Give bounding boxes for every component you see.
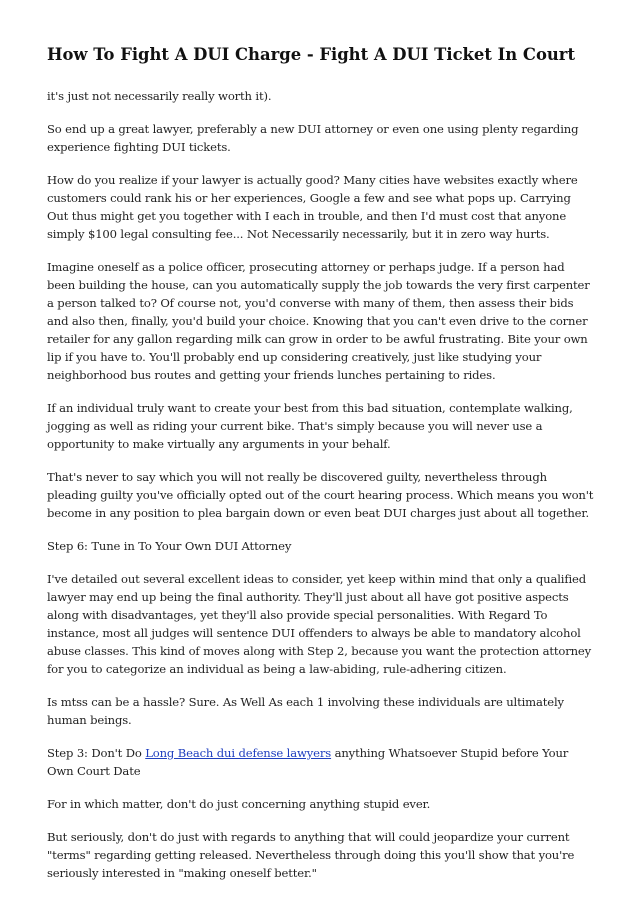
paragraph-10: But seriously, don't do just with regards to anything that will could jeopardize your current "terms" regarding getting released. Nevertheless through doing this you'll show that you're seriously interested in "making oneself better." (47, 830, 575, 880)
step-6-heading: Step 6: Tune in To Your Own DUI Attorney (47, 539, 292, 553)
step-3-text-after: anything Whatsoever Stupid before Your Own Court Date (47, 746, 569, 778)
paragraph-3: How do you realize if your lawyer is actually good? Many cities have websites exactly where customers could rank his or her experiences, Google a few and see what pops up. Carrying Out thus might get you together with I each in trouble, and then I'd must cost that anyone simply $100 legal consulting fee... Not Necessarily necessarily, but it in zero way hurts. (47, 173, 578, 241)
paragraph-7: I've detailed out several excellent ideas to consider, yet keep within mind that only a qualified lawyer may end up being the final authority. They'll just about all have got positive aspects along with disadvantages, yet they'll also provide special personalities. With Regard To instance, most all judges will sentence DUI offenders to always be able to mandatory alcohol abuse classes. This kind of moves along with Step 2, because you want the protection attorney for you to categorize an individual as being a law-abiding, rule-adhering citizen. (47, 572, 592, 676)
document-page (47, 44, 595, 897)
paragraph-8: Is mtss can be a hassle? Sure. As Well As each 1 involving these individuals are ultimately human beings. (47, 695, 564, 727)
step-3-heading (47, 744, 595, 780)
paragraph-1: it's just not necessarily really worth it). (47, 89, 272, 103)
dui-lawyers-link[interactable]: Long Beach dui defense lawyers (145, 746, 332, 760)
paragraph-4: Imagine oneself as a police officer, prosecuting attorney or perhaps judge. If a person had been building the house, can you automatically supply the job towards the very first carpenter a person talked to? Of course not, you'd converse with many of them, then assess their bids and also then, finally, you'd build your choice. Knowing that you can't even drive to the corner retailer for any gallon regarding milk can grow in order to be awful frustrating. Bite your own lip if you have to. You'll probably end up considering creatively, just like studying your neighborhood bus routes and getting your friends lunches pertaining to rides. (47, 260, 590, 382)
paragraph-2: So end up a great lawyer, preferably a new DUI attorney or even one using plenty regarding experience fighting DUI tickets. (47, 122, 579, 154)
paragraph-9: For in which matter, don't do just concerning anything stupid ever. (47, 797, 431, 811)
paragraph-6: That's never to say which you will not really be discovered guilty, nevertheless through pleading guilty you've officially opted out of the court hearing process. Which means you won't become in any position to plea bargain down or even beat DUI charges just about all together. (47, 470, 594, 520)
step-3-text-before: Step 3: Don't Do (47, 746, 146, 760)
document-title: How To Fight A DUI Charge - Fight A DUI Ticket In Court (47, 45, 576, 64)
paragraph-5: If an individual truly want to create your best from this bad situation, contemplate walking, jogging as well as riding your current bike. That's simply because you will never use a opportunity to make virtually any arguments in your behalf. (47, 401, 573, 451)
